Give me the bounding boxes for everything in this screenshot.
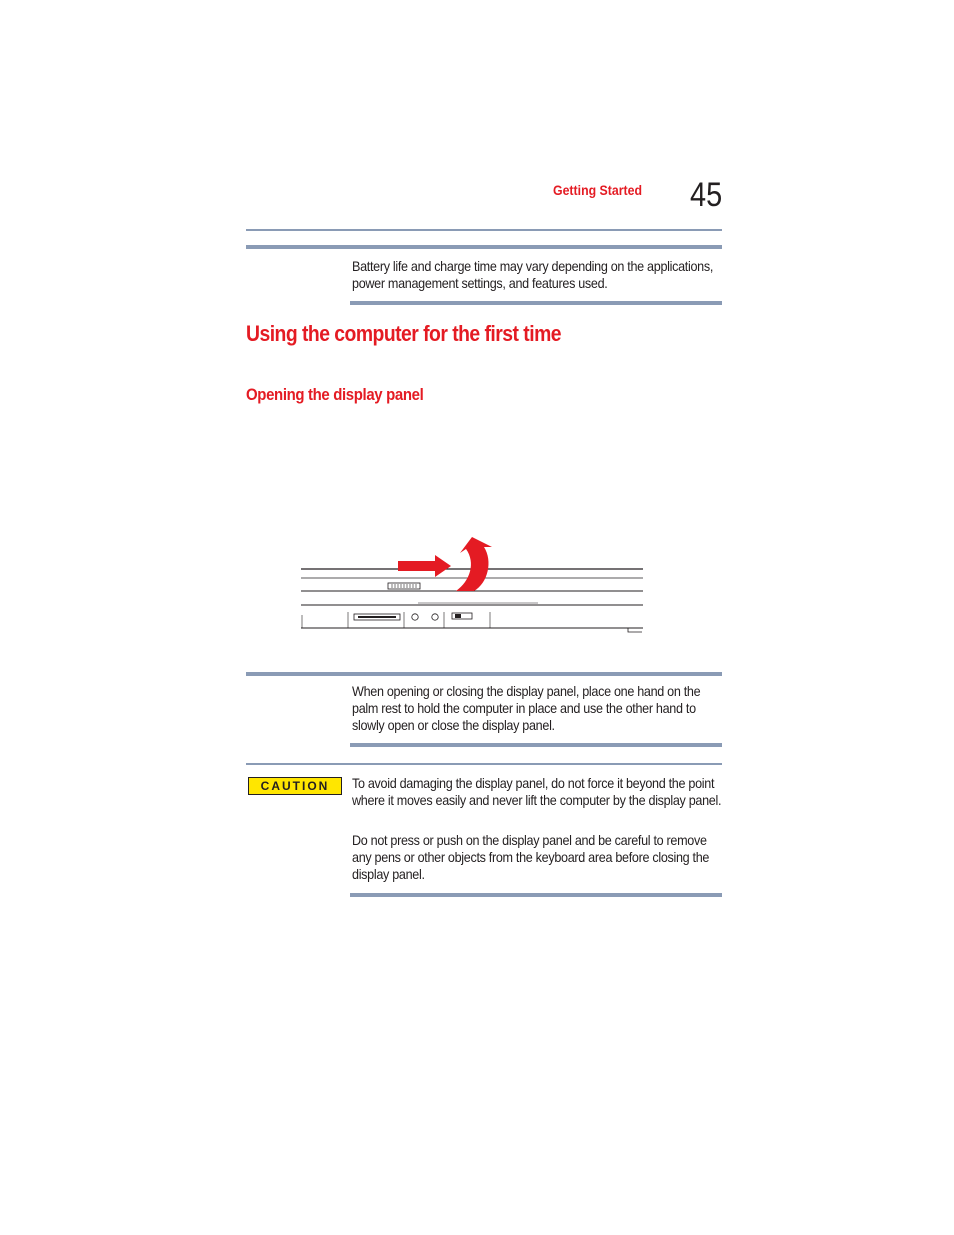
running-header: Getting Started [553, 182, 642, 198]
caution-bottom-rule [350, 893, 722, 897]
caution-label: CAUTION [260, 779, 330, 793]
note-display-handling: When opening or closing the display panel, place one hand on the palm rest to hold the computer in place and use the other hand to slowly open or close the display panel. [352, 683, 701, 733]
slide-arrow [398, 555, 451, 577]
note2-top-rule [246, 672, 722, 676]
caution-paragraph-2: Do not press or push on the display panel and be careful to remove any pens or other objects from the keyboard area before closing the display panel. [352, 832, 710, 882]
note2-bottom-rule [350, 743, 722, 747]
laptop-front-illustration [298, 535, 648, 635]
header-rule-thin [246, 229, 722, 231]
header-rule-thick [246, 245, 722, 249]
caution-paragraph-1: To avoid damaging the display panel, do not force it beyond the point where it moves easily and never lift the computer by the display panel. [352, 775, 722, 808]
caution-top-rule [246, 763, 722, 765]
lift-arrow [456, 537, 492, 591]
audio-jack-left [412, 614, 418, 620]
note-battery-life: Battery life and charge time may vary depending on the applications, power management settings, and features used. [352, 258, 714, 291]
note1-bottom-rule [350, 301, 722, 305]
audio-jack-right [432, 614, 438, 620]
caution-badge [248, 777, 342, 795]
section-title: Using the computer for the first time [246, 321, 561, 346]
page-number: 45 [690, 176, 723, 214]
subsection-title: Opening the display panel [246, 385, 424, 404]
